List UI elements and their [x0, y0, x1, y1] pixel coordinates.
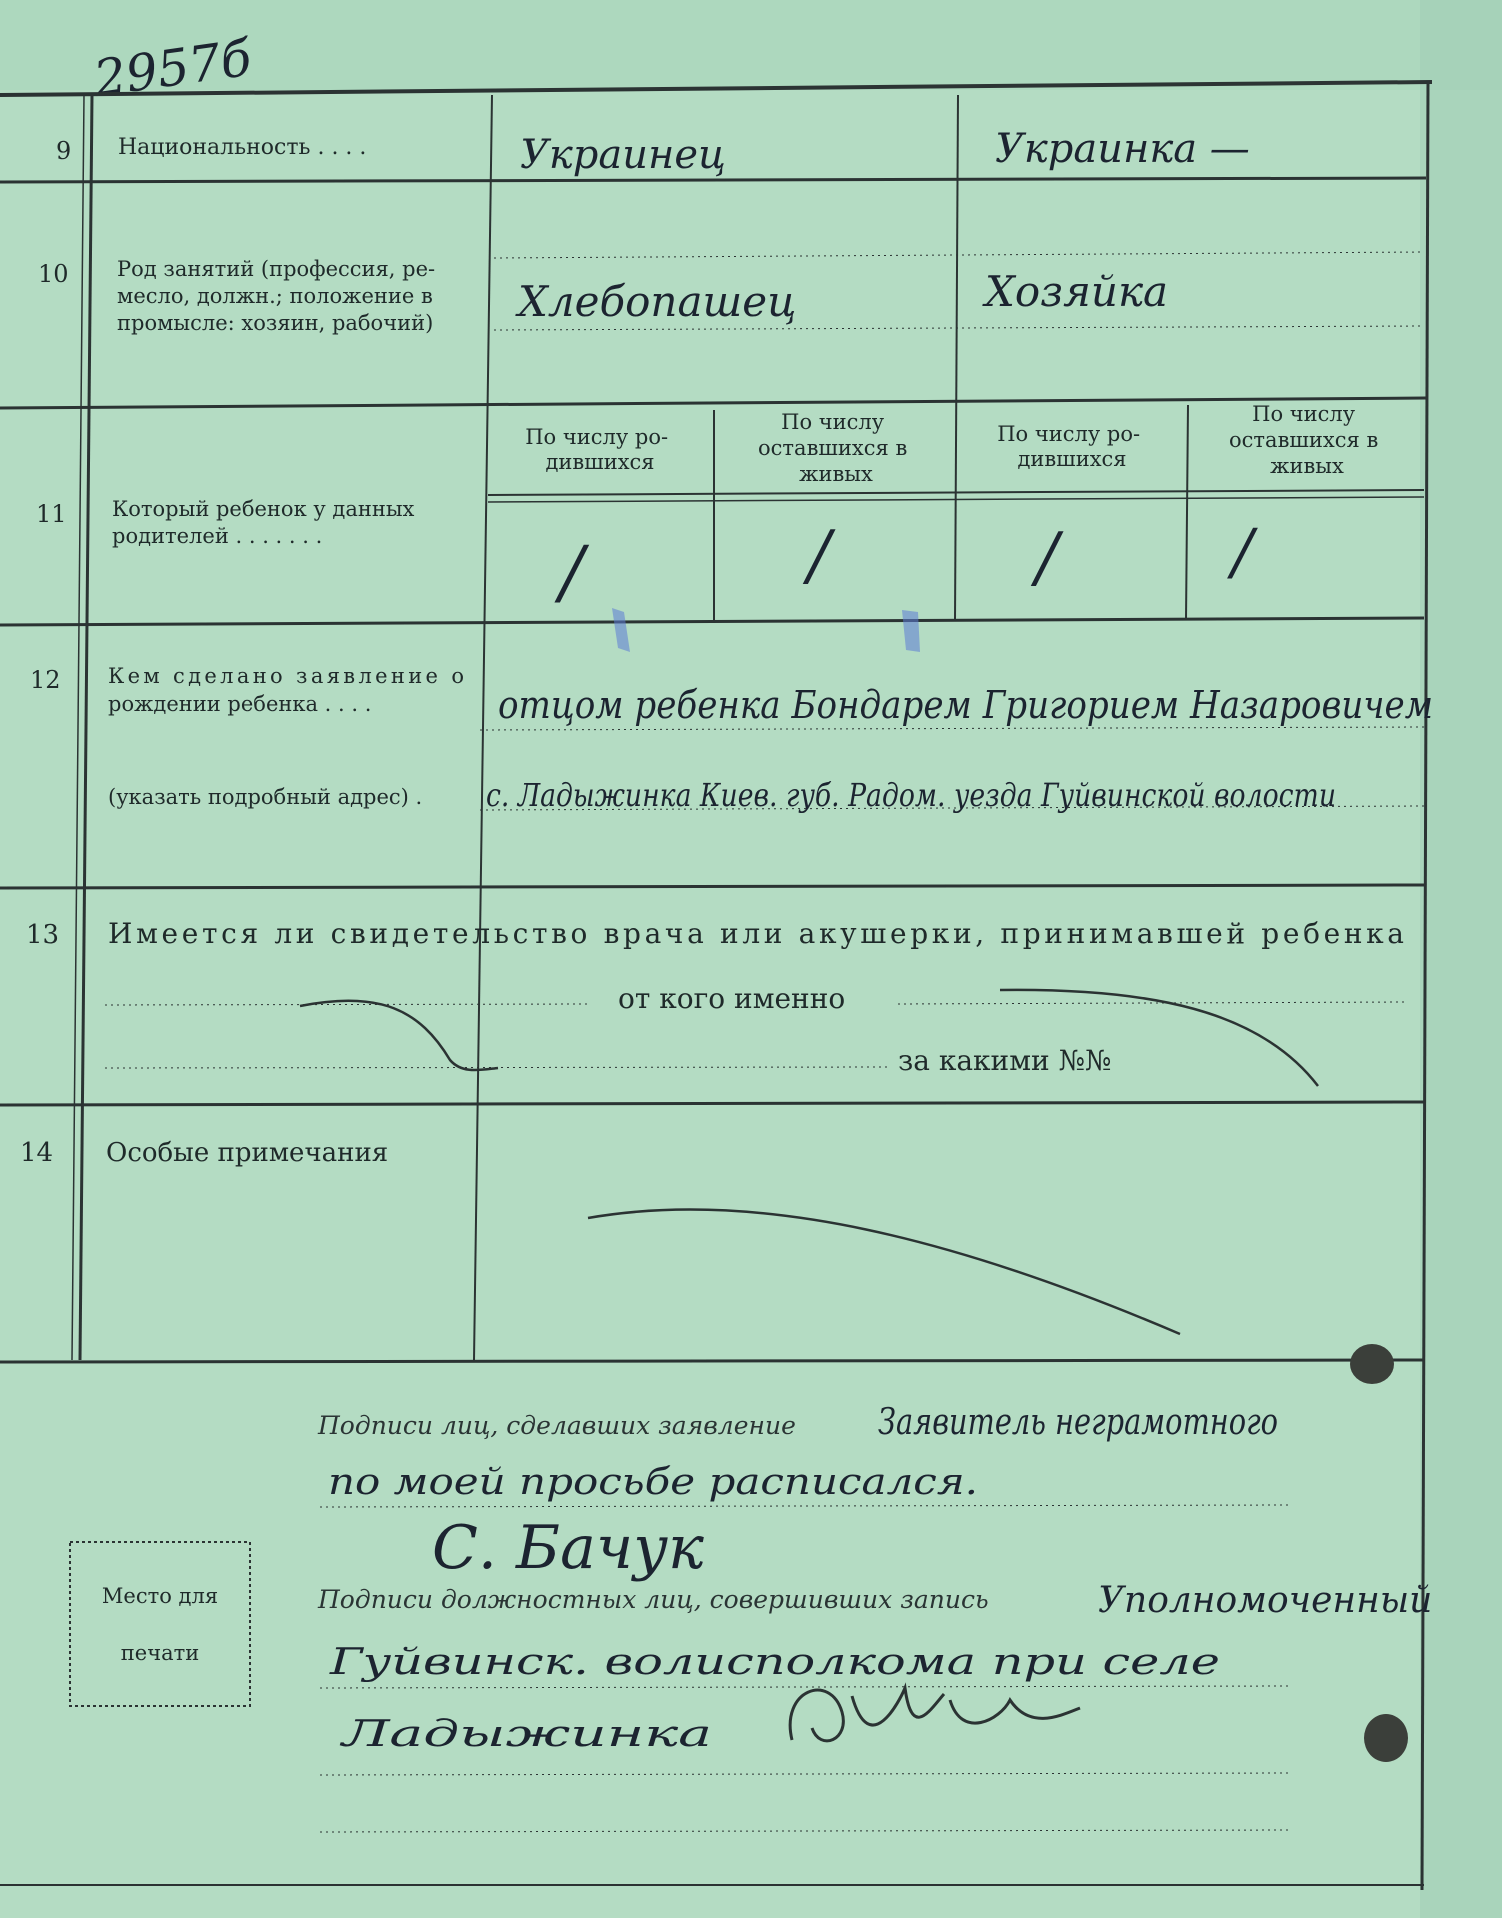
father-value: Украинец — [520, 132, 726, 178]
mother-born-header: По числу ро- дившихся — [997, 422, 1141, 471]
mother-alive-value: / — [1232, 515, 1253, 588]
field-label: Особые примечания — [106, 1138, 389, 1168]
row-number: 12 — [30, 666, 61, 694]
numbers-label: за какими №№ — [898, 1044, 1112, 1077]
father-alive-value: / — [808, 517, 831, 594]
father-born-value: / — [560, 531, 584, 613]
field-label-line-2: месло, должн.; положение в — [117, 284, 433, 308]
declarants-label: Подписи лиц, сделавших заявление — [318, 1411, 796, 1440]
father-alive-header: По числу оставшихся в живых — [758, 410, 908, 486]
from-whom-label: от кого именно — [618, 982, 846, 1015]
officials-note-3: Ладыжинка — [338, 1714, 712, 1755]
row-number: 13 — [26, 920, 60, 950]
mother-born-value: / — [1036, 519, 1059, 596]
field-label-line-3: промысле: хозяин, рабочий) — [117, 311, 434, 335]
officials-note-2: Гуйвинск. волисполкома при селе — [328, 1642, 1220, 1683]
field-label-line-2: родителей . . . . . . . — [112, 524, 323, 548]
row-number: 10 — [38, 260, 69, 288]
svg-text:2957б: 2957б — [90, 28, 255, 109]
mother-alive-header: По числу оставшихся в живых — [1229, 402, 1379, 478]
field-label-line-1: Кем сделано заявление о — [108, 664, 464, 688]
row-number: 9 — [56, 137, 72, 165]
declarant-value: отцом ребенка Бондарем Григорием Назаровичем — [498, 683, 1433, 727]
mother-value: Хозяйка — [985, 267, 1169, 316]
field-label: Национальность . . . . — [118, 135, 367, 160]
declarants-note-2: по моей просьбе расписался. — [328, 1462, 978, 1503]
address-value: с. Ладыжинка Киев. губ. Радом. уезда Гуйвинской волости — [486, 776, 1336, 814]
seal-place-line-1: Место для — [101, 1584, 219, 1608]
mother-value: Украинка — — [995, 126, 1250, 172]
field-label-line-2: рождении ребенка . . . . — [108, 692, 372, 716]
field-label-line-1: Род занятий (профессия, ре- — [117, 257, 436, 281]
certificate-question: Имеется ли свидетельство врача или акушерки, принимавшей ребенка — [108, 917, 1405, 950]
declarant-signature: С. Бачук — [432, 1513, 704, 1583]
officials-note-1: Уполномоченный — [1098, 1580, 1433, 1621]
declarants-note-1: Заявитель неграмотного — [878, 1402, 1278, 1443]
father-value: Хлебопашец — [518, 277, 797, 326]
father-born-header: По числу ро- дившихся — [525, 425, 669, 474]
field-label-address: (указать подробный адрес) . — [108, 785, 423, 809]
row-number: 11 — [36, 500, 67, 528]
seal-place-line-2: печати — [120, 1641, 200, 1665]
field-label-line-1: Который ребенок у данных — [112, 497, 415, 521]
row-number: 14 — [20, 1138, 54, 1168]
officials-label: Подписи должностных лиц, совершивших запись — [318, 1585, 989, 1614]
